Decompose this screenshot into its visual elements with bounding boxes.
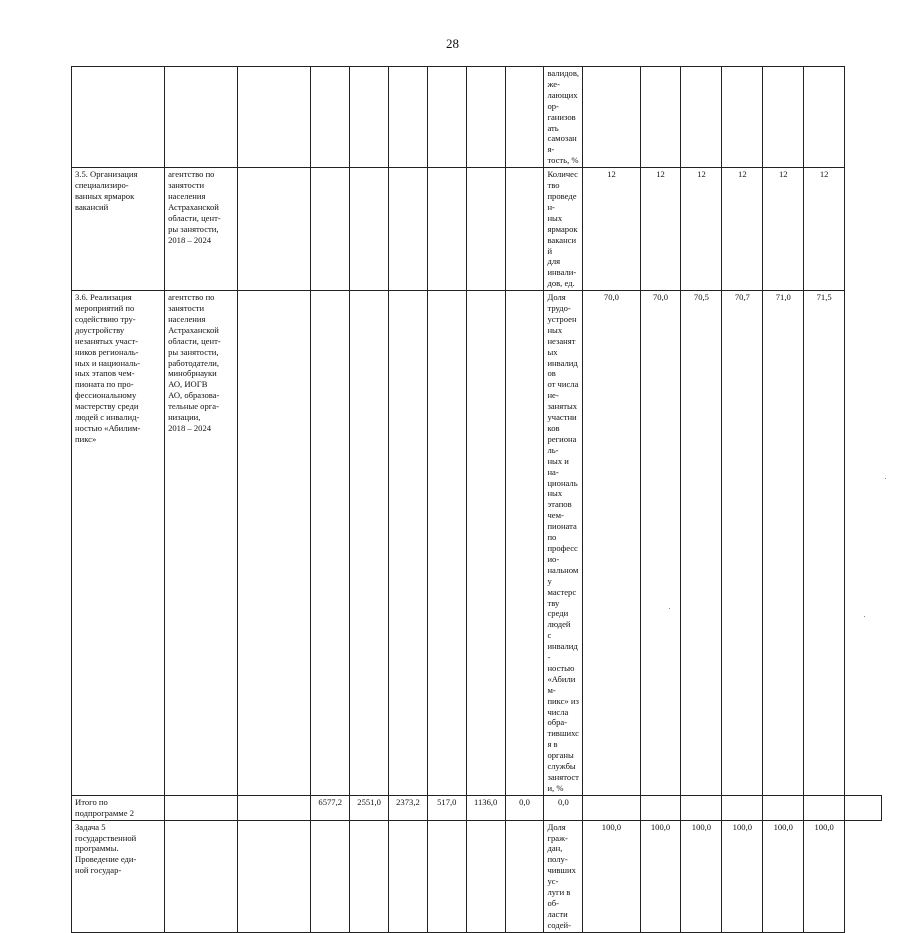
budget-cell: [237, 820, 311, 932]
executor-cell: [165, 795, 238, 820]
table-row: [72, 168, 882, 291]
page-number: 28: [446, 36, 459, 51]
budget-cell: [237, 168, 311, 291]
budget-cell: 0,0: [505, 795, 544, 820]
target-cell: [804, 67, 845, 168]
executor-cell: [165, 67, 238, 168]
budget-cell: [237, 291, 311, 796]
target-cell: 70,0: [640, 291, 681, 796]
program-table: [71, 66, 882, 933]
target-cell: 12: [722, 168, 763, 291]
indicator-cell: [583, 795, 640, 820]
budget-cell: [350, 168, 389, 291]
target-cell: 12: [681, 168, 722, 291]
budget-cell: [466, 291, 505, 796]
budget-cell: [311, 820, 350, 932]
budget-cell: [350, 820, 389, 932]
budget-cell: [350, 67, 389, 168]
budget-cell: 2551,0: [350, 795, 389, 820]
target-cell: 71,0: [763, 291, 804, 796]
target-cell: [681, 795, 722, 820]
budget-cell: 517,0: [427, 795, 466, 820]
target-cell: [722, 67, 763, 168]
indicator-cell: валидов, же- лающих ор- ганизовать самозаня- тость, %: [544, 67, 583, 168]
budget-cell: [311, 168, 350, 291]
table-row: [72, 795, 882, 820]
budget-cell: [466, 67, 505, 168]
target-cell: 12: [640, 168, 681, 291]
budget-cell: [237, 67, 311, 168]
target-cell: 100,0: [681, 820, 722, 932]
indicator-cell: Количество проведен- ных ярмарок вакансий для инвали- дов, ед.: [544, 168, 583, 291]
budget-cell: [427, 820, 466, 932]
budget-cell: [427, 168, 466, 291]
executor-cell: агентство по занятости населения Астраханской области, цент- ры занятости, 2018 – 2024: [165, 168, 238, 291]
indicator-cell: Доля граж- дан, полу- чивших ус- луги в об- ласти содей-: [544, 820, 583, 932]
budget-cell: [389, 820, 428, 932]
measure-cell: Итого по подпрограмме 2: [72, 795, 165, 820]
target-cell: [681, 67, 722, 168]
target-cell: [640, 67, 681, 168]
target-cell: [804, 795, 845, 820]
target-cell: 100,0: [722, 820, 763, 932]
budget-cell: [505, 291, 544, 796]
budget-cell: [427, 291, 466, 796]
target-cell: 70,5: [681, 291, 722, 796]
target-cell: [722, 795, 763, 820]
target-cell: 100,0: [763, 820, 804, 932]
target-cell: 100,0: [804, 820, 845, 932]
table-row: [72, 67, 882, 168]
budget-cell: [505, 820, 544, 932]
measure-cell: [72, 67, 165, 168]
budget-cell: 2373,2: [389, 795, 428, 820]
budget-cell: 1136,0: [466, 795, 505, 820]
target-cell: [640, 795, 681, 820]
target-cell: 12: [763, 168, 804, 291]
target-cell: [763, 795, 804, 820]
target-cell: 12: [804, 168, 845, 291]
budget-cell: [505, 67, 544, 168]
target-cell: [583, 67, 640, 168]
budget-cell: [466, 820, 505, 932]
target-cell: 70,0: [583, 291, 640, 796]
target-cell: 100,0: [640, 820, 681, 932]
indicator-cell: Доля трудо- устроенных незанятых инвалидов от числа не- занятых участников региональ- ных и на- циональных этапов чем- пионата по профессио- нальному мастерству среди людей с инвалид- ностью «Абилим- пикс» из числа обра- тившихся в органы службы занятости, %: [544, 291, 583, 796]
target-cell: 71,5: [804, 291, 845, 796]
budget-cell: [505, 168, 544, 291]
executor-cell: агентство по занятости населения Астраханской области, цент- ры занятости, работодатели, минобрнауки АО, ИОГВ АО, образова- тельные орга- низации, 2018 – 2024: [165, 291, 238, 796]
budget-cell: 0,0: [544, 795, 583, 820]
target-cell: 12: [583, 168, 640, 291]
table-row: [72, 820, 882, 932]
budget-cell: 6577,2: [311, 795, 350, 820]
budget-cell: [311, 67, 350, 168]
budget-cell: [466, 168, 505, 291]
executor-cell: [165, 820, 238, 932]
target-cell: 70,7: [722, 291, 763, 796]
measure-cell: 3.6. Реализация мероприятий по содействию тру- доустройству незанятых участ- ников региональ- ных и националь- ных этапов чем- пионата по про- фессиональному мастерству среди людей с инвалид- ностью «Абилим- пикс»: [72, 291, 165, 796]
target-cell: 100,0: [583, 820, 640, 932]
measure-cell: Задача 5 государственной программы. Проведение еди- ной государ-: [72, 820, 165, 932]
budget-cell: [350, 291, 389, 796]
budget-cell: [389, 291, 428, 796]
budget-cell: [389, 67, 428, 168]
target-cell: [763, 67, 804, 168]
budget-cell: [427, 67, 466, 168]
measure-cell: 3.5. Организация специализиро- ванных ярмарок вакансий: [72, 168, 165, 291]
table-row: [72, 291, 882, 796]
budget-cell: [311, 291, 350, 796]
budget-cell: [389, 168, 428, 291]
budget-cell: [237, 795, 311, 820]
target-cell: [845, 795, 882, 820]
